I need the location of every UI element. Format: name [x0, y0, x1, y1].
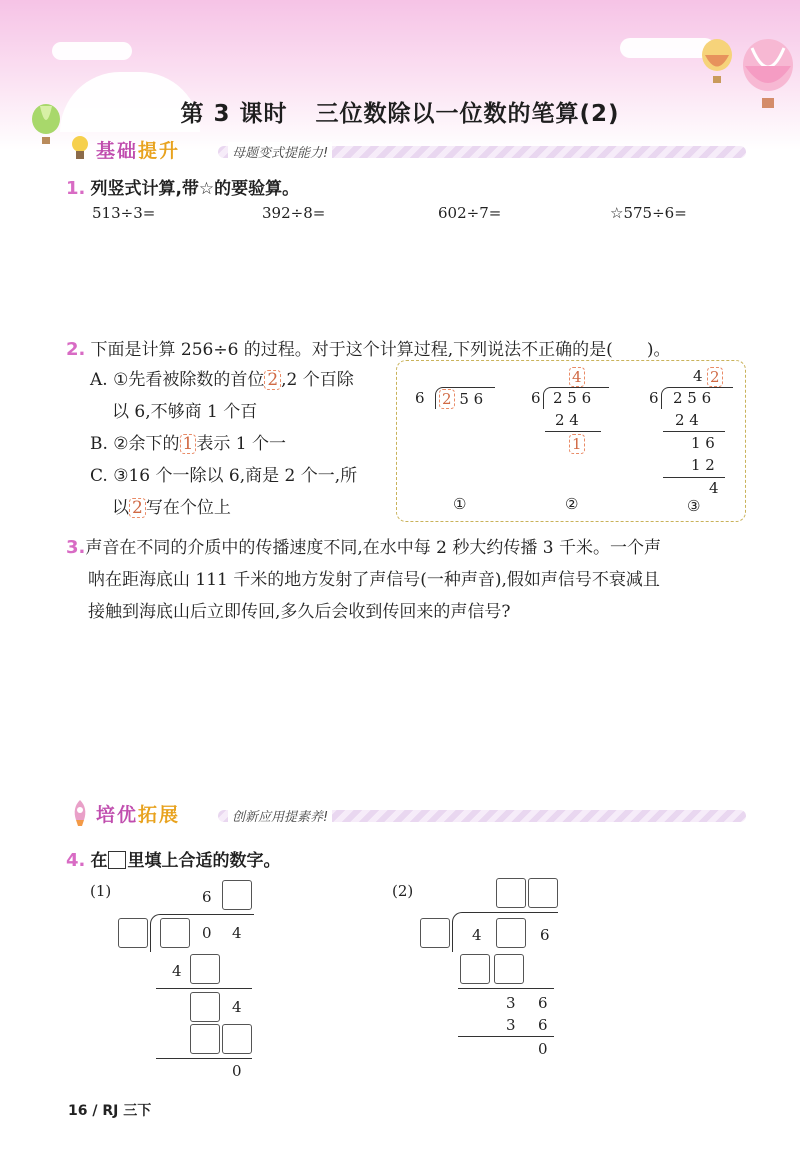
partial-digit: 3 — [506, 994, 516, 1012]
step-label: ③ — [687, 497, 701, 515]
page-title — [0, 95, 800, 128]
lightbulb-icon — [68, 134, 92, 164]
quotient-digit: 4 — [569, 367, 585, 387]
remainder: 4 — [709, 479, 719, 497]
blank-input[interactable] — [496, 918, 526, 948]
divisor: 6 — [649, 389, 659, 407]
section-subtitle: 母题变式提能力! — [228, 142, 332, 161]
section-title: 基础提升 — [96, 140, 181, 162]
dividend: 2 5 6 — [553, 389, 592, 407]
cloud-decoration — [52, 42, 132, 60]
blank-input[interactable] — [460, 954, 490, 984]
q1-item: 602÷7= — [438, 204, 502, 222]
blank-input[interactable] — [494, 954, 524, 984]
highlighted-digit: 2 — [439, 389, 455, 409]
partial-dividend: 1 6 — [691, 434, 715, 452]
step-label: ① — [453, 495, 467, 513]
part-label: (1) — [90, 882, 112, 900]
question-number: 4. — [66, 850, 86, 871]
dividend-digit: 6 — [540, 926, 550, 944]
q2-options — [90, 364, 395, 524]
subtrahend: 1 2 — [691, 456, 715, 474]
question-text: 下面是计算 256÷6 的过程。对于这个计算过程,下列说法不正确的是( )。 — [90, 340, 671, 360]
section-title: 培优拓展 — [96, 804, 181, 826]
rocket-icon — [68, 798, 92, 828]
question-number: 2. — [66, 339, 86, 360]
product-digit: 3 — [506, 1016, 516, 1034]
question-1 — [66, 174, 756, 199]
product-digit: 4 — [172, 962, 182, 980]
option-a[interactable]: A. ①先看被除数的首位 2 ,2 个百除 — [90, 370, 354, 390]
option-b[interactable]: B. ②余下的 1 表示 1 个一 — [90, 434, 286, 454]
lesson-topic: 三位数除以一位数的笔算(2) — [315, 101, 620, 127]
hot-air-balloon-icon — [700, 38, 734, 86]
remainder-digit: 1 — [569, 434, 585, 454]
question-number: 3. — [66, 537, 86, 558]
lesson-number: 第 3 课时 — [180, 101, 288, 127]
blank-input[interactable] — [222, 1024, 252, 1054]
blank-input[interactable] — [160, 918, 190, 948]
section-header-basic — [68, 140, 746, 164]
blank-input[interactable] — [190, 992, 220, 1022]
partial-digit: 4 — [232, 998, 242, 1016]
quotient-digit: 6 — [202, 888, 212, 906]
question-number: 1. — [66, 178, 86, 199]
section-subtitle: 创新应用提素养! — [228, 806, 332, 825]
subtrahend: 2 4 — [675, 411, 699, 429]
q1-item: 392÷8= — [262, 204, 326, 222]
question-text: 列竖式计算,带☆的要验算。 — [90, 179, 300, 199]
q1-item: ☆575÷6= — [610, 204, 687, 222]
part-label: (2) — [392, 882, 414, 900]
step-label: ② — [565, 495, 579, 513]
section-header-advanced — [68, 804, 746, 828]
blank-input[interactable] — [190, 954, 220, 984]
quotient-digit-boxed: 2 — [707, 367, 723, 387]
partial-digit: 6 — [538, 994, 548, 1012]
blank-input[interactable] — [222, 880, 252, 910]
blank-input[interactable] — [496, 878, 526, 908]
blank-box-icon — [108, 851, 126, 869]
dividend-digit: 4 — [232, 924, 242, 942]
question-4: 4. 在 里填上合适的数字。 — [66, 850, 281, 871]
option-c-cont: 以 2 写在个位上 — [112, 498, 231, 518]
option-a-cont: 以 6,不够商 1 个百 — [112, 402, 258, 422]
quotient-digit: 4 — [693, 367, 703, 385]
divisor: 6 — [531, 389, 541, 407]
final-remainder: 0 — [538, 1040, 548, 1058]
blank-input[interactable] — [190, 1024, 220, 1054]
subtrahend: 2 4 — [555, 411, 579, 429]
blank-input[interactable] — [420, 918, 450, 948]
product-digit: 6 — [538, 1016, 548, 1034]
dividend-digit: 4 — [472, 926, 482, 944]
divisor: 6 — [415, 389, 425, 407]
blank-input[interactable] — [118, 918, 148, 948]
question-3: 3.声音在不同的介质中的传播速度不同,在水中每 2 秒大约传播 3 千米。一个声 呐在距海底山 111 千米的地方发射了声信号(一种声音),假如声信号不衰减且 接触到海底山后立即传回,多久后会收到传回来的声信号? — [66, 537, 662, 622]
page-footer: 16 / RJ 三下 — [68, 1103, 152, 1119]
option-c[interactable]: C. ③16 个一除以 6,商是 2 个一,所 — [90, 466, 358, 486]
division-steps-figure: 6 2 5 6 ① 4 6 2 5 6 2 4 1 ② 4 2 6 2 5 6 2 4 1 6 1 2 4 ③ — [396, 360, 746, 522]
dividend-digit: 0 — [202, 924, 212, 942]
final-remainder: 0 — [232, 1062, 242, 1080]
blank-input[interactable] — [528, 878, 558, 908]
q1-item: 513÷3= — [92, 204, 156, 222]
dividend: 2 5 6 — [673, 389, 712, 407]
